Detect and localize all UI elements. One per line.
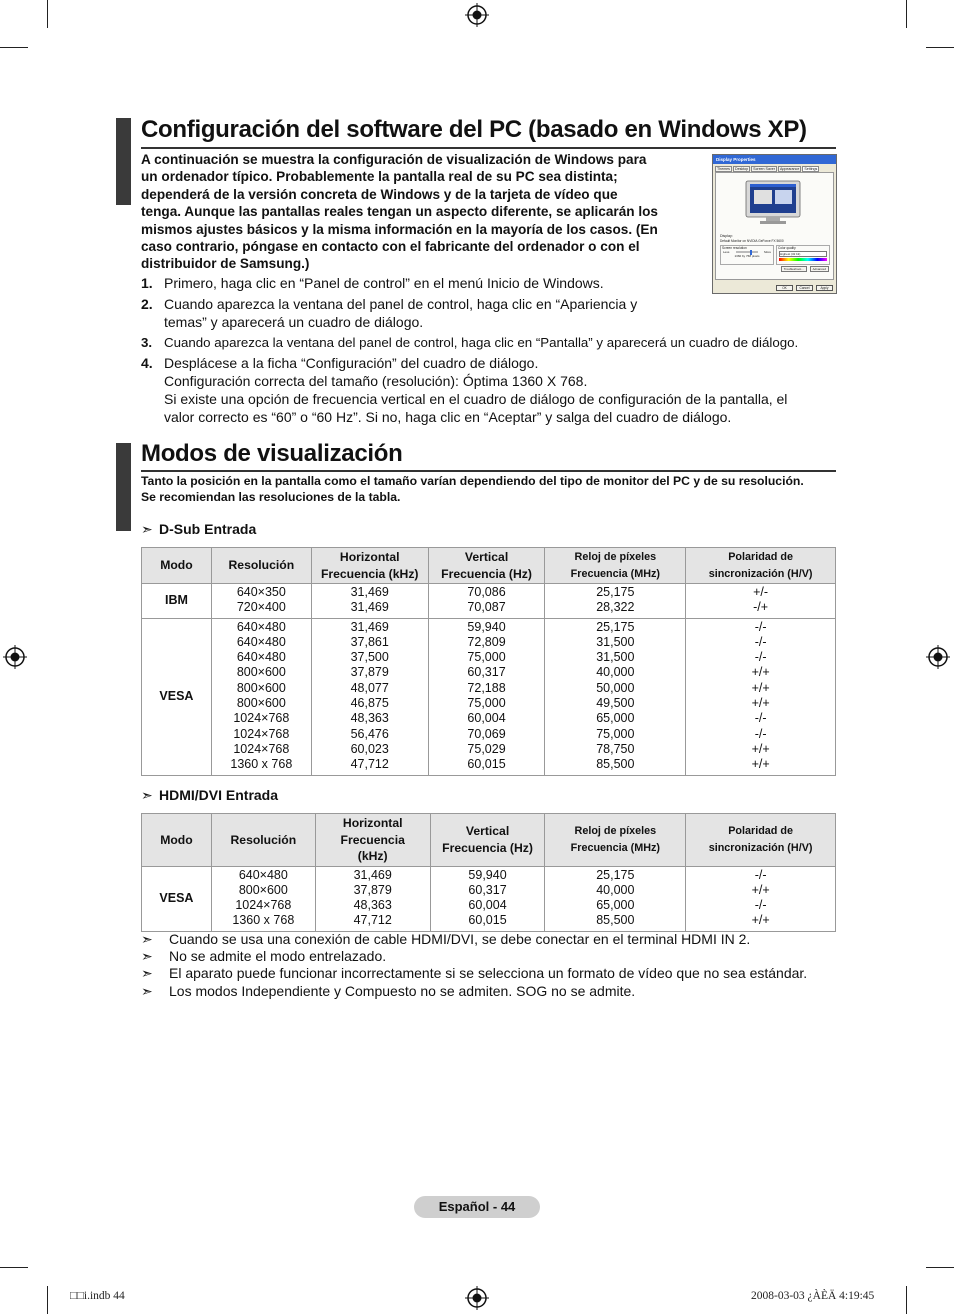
resolution-value: 640×480 (238, 867, 288, 882)
clock-cell (545, 618, 686, 775)
quality-group: Color quality Highest (32 bit) (776, 245, 830, 265)
horizontal-value: 48,363 (350, 711, 389, 726)
clock-value: 31,500 (596, 650, 635, 665)
polarity-value: -/- (754, 650, 767, 665)
slider-thumb[interactable] (750, 250, 752, 255)
vertical-cell (428, 584, 545, 619)
arrow-icon: ➣ (141, 521, 153, 537)
resolution-value: 640×480 (236, 650, 286, 665)
horizontal-cell (311, 618, 428, 775)
polarity-value: -/- (754, 726, 767, 741)
header-resolucion: Resolución (211, 548, 311, 584)
resolution-value: 640×480 (236, 634, 286, 649)
polarity-value: -/- (754, 619, 767, 634)
vertical-value: 75,029 (467, 741, 506, 756)
resolution-value: 1024×768 (235, 898, 292, 913)
polarity-value: -/+ (753, 600, 769, 615)
polarity-value: +/+ (751, 665, 770, 680)
horizontal-value: 48,363 (353, 898, 392, 913)
crop-mark (926, 1267, 954, 1268)
registration-mark-icon (926, 645, 950, 669)
notes-list (141, 931, 841, 1000)
polarity-value: +/- (753, 585, 769, 599)
vertical-value: 72,809 (467, 634, 506, 649)
clock-value: 40,000 (596, 665, 635, 680)
crop-mark (0, 47, 28, 48)
dialog-tab: Screen Saver (753, 167, 775, 171)
note-item: ➣ Cuando se usa una conexión de cable HDMI/DVI, se debe conectar en el terminal HDMI IN 2. (141, 931, 751, 947)
header-modo: Modo (142, 548, 212, 584)
software-intro-paragraph: A continuación se muestra la configuración de visualización de Windows para un ordenador típico. Probablemente la pantalla real de su PC sea distinta; dependerá de la versión concreta de Windows y de la tarjeta de vídeo que tenga. Aunque las pantallas reales tengan un aspecto diferente, se aplicarán los mismos ajustes básicos y la misma información en la mayoría de los casos. (En caso contrario, póngase en contacto con el fabricante del ordenador o con el distribuidor de Samsung.) (141, 152, 658, 272)
header-resolucion: Resolución (211, 814, 315, 867)
hdmi-heading: ➣ HDMI/DVI Entrada (141, 787, 279, 803)
polarity-value: -/- (754, 867, 767, 882)
clock-value: 65,000 (596, 711, 635, 726)
vertical-cell (430, 866, 545, 931)
horizontal-cell (311, 584, 428, 619)
crop-mark (906, 1286, 907, 1314)
dialog-panel (715, 172, 834, 280)
vertical-value: 60,015 (468, 913, 507, 928)
polarity-cell (686, 584, 836, 619)
vertical-value: 59,940 (468, 867, 507, 882)
dsub-table (141, 547, 836, 776)
registration-mark-icon (3, 645, 27, 669)
dialog-tab: Desktop (734, 167, 749, 171)
polarity-cell (686, 866, 836, 931)
display-value: Default Monitor on NVIDIA GeForce FX 5600 (720, 239, 784, 243)
clock-value: 28,322 (596, 600, 635, 615)
note-item: ➣ El aparato puede funcionar incorrectamente si se selecciona un formato de vídeo que no sea estándar. (141, 965, 808, 982)
section-sidebar-bar (116, 118, 131, 205)
resolution-value: 1360 x 768 (230, 757, 293, 772)
polarity-value: +/+ (751, 882, 770, 897)
crop-mark (0, 1267, 28, 1268)
clock-cell (545, 584, 686, 619)
crop-mark (926, 47, 954, 48)
clock-value: 50,000 (596, 680, 635, 695)
polarity-value: +/+ (751, 913, 770, 928)
vertical-value: 72,188 (467, 680, 506, 695)
vertical-value: 70,069 (467, 726, 506, 741)
clock-value: 25,175 (596, 585, 635, 599)
resolution-cell (211, 584, 311, 619)
horizontal-value: 46,875 (350, 696, 389, 711)
polarity-value: -/- (754, 898, 767, 913)
vertical-value: 60,004 (468, 898, 507, 913)
clock-value: 40,000 (596, 882, 635, 897)
polarity-value: +/+ (751, 696, 770, 711)
table-header-row (142, 548, 836, 584)
resolution-cell (211, 618, 311, 775)
resolution-value: 640×350 (236, 585, 286, 599)
resolution-value: 1024×768 (233, 726, 290, 741)
hdmi-table (141, 813, 836, 932)
horizontal-value: 47,712 (353, 913, 392, 928)
arrow-icon: ➣ (141, 787, 153, 803)
resolution-value: 1360 x 768 (232, 913, 295, 928)
troubleshoot-button[interactable]: Troubleshoot... (781, 266, 807, 272)
display-properties-screenshot (712, 154, 837, 294)
registration-mark-icon (465, 1286, 489, 1310)
arrow-icon: ➣ (141, 948, 153, 965)
horizontal-value: 47,712 (350, 757, 389, 772)
note-item: ➣ No se admite el modo entrelazado. (141, 948, 387, 965)
polarity-value: -/- (754, 634, 767, 649)
resolution-value: 640×480 (236, 619, 286, 634)
clock-cell (545, 866, 686, 931)
resolution-slider[interactable] (736, 251, 758, 253)
header-modo: Modo (142, 814, 212, 867)
resolution-value: 800×600 (236, 696, 286, 711)
horizontal-value: 31,469 (350, 585, 389, 599)
resolution-value: 1024×768 (233, 711, 290, 726)
arrow-icon: ➣ (141, 965, 153, 982)
dialog-tab: Appearance (779, 167, 800, 171)
clock-value: 78,750 (596, 741, 635, 756)
step-item: 3. Cuando aparezca la ventana del panel de control, haga clic en “Pantalla” y aparecerá un cuadro de diálogo. (141, 335, 799, 351)
polarity-value: +/+ (751, 757, 770, 772)
note-item: ➣ Los modos Independiente y Compuesto no se admiten. SOG no se admite. (141, 982, 636, 999)
vertical-value: 59,940 (467, 619, 506, 634)
vertical-value: 75,000 (467, 650, 506, 665)
footer-file-info: □□i.indb 44 (70, 1290, 125, 1302)
dsub-heading: ➣ D-Sub Entrada (141, 521, 257, 537)
polarity-value: +/+ (751, 741, 770, 756)
step-item: 4. Desplácese a la ficha “Configuración” del cuadro de diálogo. Configuración correcta del tamaño (resolución): Óptima 1360 X 768. Si existe una opción de frecuencia vertical en el cuadro de diálogo de configuración de la pantalla, el valor correcto es “60” o “60 Hz”. Si no, haga clic en “Aceptar” y salga del cuadro de diálogo. (141, 355, 788, 425)
arrow-icon: ➣ (141, 982, 153, 999)
section-sidebar-bar (116, 443, 131, 531)
header-reloj: Reloj de píxeles Frecuencia (MHz) (545, 548, 686, 584)
horizontal-cell (315, 866, 430, 931)
title-rule (141, 147, 836, 149)
mode-cell: VESA (142, 618, 212, 775)
arrow-icon: ➣ (141, 931, 153, 947)
polarity-value: -/- (754, 711, 767, 726)
resolution-value: 1024×768 (233, 741, 290, 756)
clock-value: 75,000 (596, 726, 635, 741)
display-label: Display: (720, 234, 733, 238)
clock-value: 85,500 (596, 913, 635, 928)
section-title-software: Configuración del software del PC (basado en Windows XP) (141, 116, 807, 143)
vertical-value: 60,004 (467, 711, 506, 726)
steps-list (141, 275, 841, 426)
mode-cell: VESA (142, 866, 212, 931)
crop-mark (47, 0, 48, 28)
vertical-value: 60,015 (467, 757, 506, 772)
horizontal-value: 31,469 (350, 619, 389, 634)
registration-mark-icon (465, 3, 489, 27)
polarity-value: +/+ (751, 680, 770, 695)
header-reloj: Reloj de píxeles Frecuencia (MHz) (545, 814, 686, 867)
horizontal-value: 37,861 (350, 634, 389, 649)
horizontal-value: 56,476 (350, 726, 389, 741)
clock-value: 31,500 (596, 634, 635, 649)
resolution-value: 800×600 (236, 665, 286, 680)
clock-value: 25,175 (596, 867, 635, 882)
polarity-cell (686, 618, 836, 775)
footer-timestamp: 2008-03-03 ¿ÀÈÄ 4:19:45 (751, 1290, 875, 1302)
vertical-value: 60,317 (467, 665, 506, 680)
horizontal-value: 37,500 (350, 650, 389, 665)
step-item: 1. Primero, haga clic en “Panel de control” en el menú Inicio de Windows. (141, 275, 604, 291)
resolution-value: 720×400 (236, 600, 286, 615)
advanced-button[interactable]: Advanced (810, 266, 829, 272)
quality-select[interactable]: Highest (32 bit) (779, 251, 827, 257)
vertical-value: 75,000 (467, 696, 506, 711)
vertical-value: 70,087 (467, 600, 506, 615)
horizontal-value: 31,469 (350, 600, 389, 615)
header-polaridad: Polaridad de sincronización (H/V) (686, 814, 836, 867)
clock-value: 49,500 (596, 696, 635, 711)
resolution-value: 800×600 (238, 882, 288, 897)
horizontal-value: 37,879 (353, 882, 392, 897)
monitor-preview-icon (744, 179, 802, 227)
apply-button[interactable]: Apply (816, 285, 833, 291)
dialog-tab: Settings (804, 167, 818, 171)
dialog-tab: Themes (717, 167, 730, 171)
color-bar (779, 258, 827, 261)
cancel-button[interactable]: Cancel (796, 285, 813, 291)
clock-value: 85,500 (596, 757, 635, 772)
horizontal-value: 31,469 (353, 867, 392, 882)
clock-value: 65,000 (596, 898, 635, 913)
dialog-titlebar: Display Properties (713, 155, 836, 164)
resolution-value: 800×600 (236, 680, 286, 695)
title-rule (141, 470, 836, 472)
mode-cell: IBM (142, 584, 212, 619)
vertical-value: 60,317 (468, 882, 507, 897)
crop-mark (906, 0, 907, 28)
ok-button[interactable]: OK (776, 285, 793, 291)
horizontal-value: 37,879 (350, 665, 389, 680)
table-row (142, 584, 836, 619)
header-vertical: Vertical Frecuencia (Hz) (430, 814, 545, 867)
horizontal-value: 48,077 (350, 680, 389, 695)
header-horizontal: Horizontal Frecuencia (kHz) (315, 814, 430, 867)
vertical-cell (428, 618, 545, 775)
table-row (142, 866, 836, 931)
table-header-row (142, 814, 836, 867)
header-vertical: Vertical Frecuencia (Hz) (428, 548, 545, 584)
crop-mark (47, 1286, 48, 1314)
vertical-value: 70,086 (467, 585, 506, 599)
display-modes-intro: Tanto la posición en la pantalla como el tamaño varían dependiendo del tipo de monitor del PC y de su resolución. Se recomiendan las resoluciones de la tabla. (141, 474, 804, 504)
resolution-group: Screen resolution Less More 1360 by 768 pixels (720, 245, 774, 265)
horizontal-value: 60,023 (350, 741, 389, 756)
table-row (142, 618, 836, 775)
resolution-cell (211, 866, 315, 931)
step-item: 2. Cuando aparezca la ventana del panel de control, haga clic en “Apariencia y temas” y aparecerá un cuadro de diálogo. (141, 295, 638, 330)
header-polaridad: Polaridad de sincronización (H/V) (686, 548, 836, 584)
header-horizontal: Horizontal Frecuencia (kHz) (311, 548, 428, 584)
page-number-badge: Español - 44 (414, 1196, 540, 1218)
section-title-display-modes: Modos de visualización (141, 440, 403, 467)
clock-value: 25,175 (596, 619, 635, 634)
